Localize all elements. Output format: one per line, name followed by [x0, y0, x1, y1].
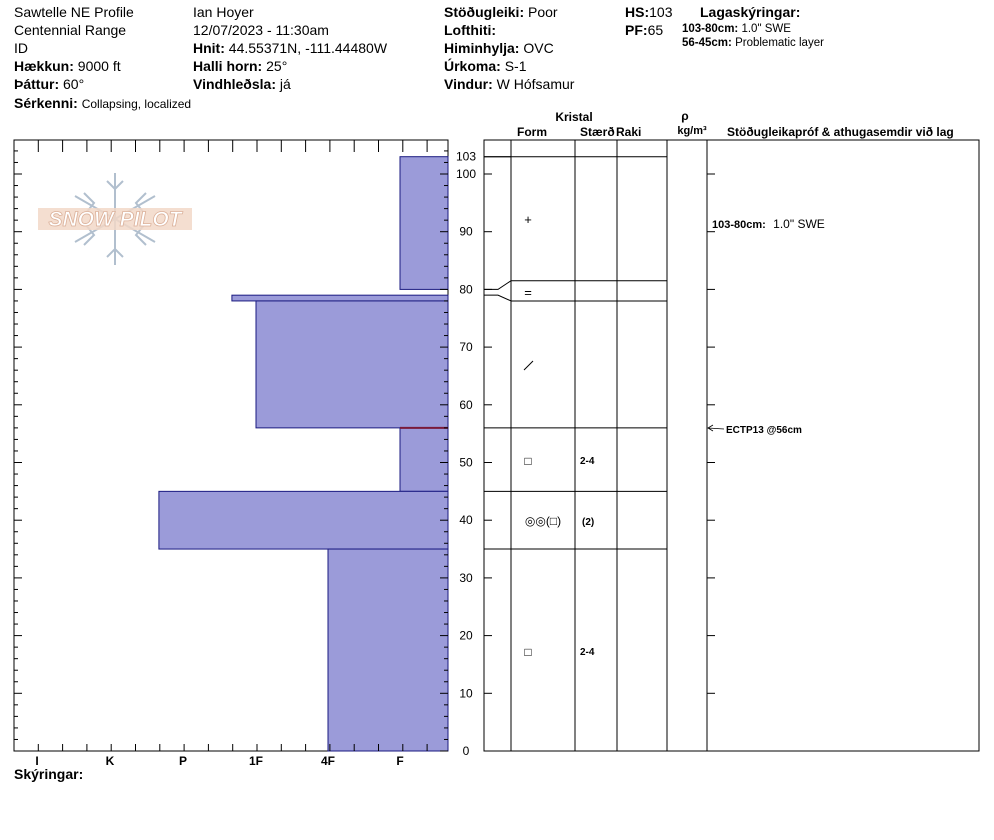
snowpilot-logo-text: SNOW PILOT	[48, 208, 182, 231]
layer-notes-label: Lagaskýringar:	[700, 4, 801, 20]
layer-connector	[484, 281, 511, 290]
wind-label: Vindur:	[444, 76, 493, 92]
observation-datetime: 12/07/2023 - 11:30am	[193, 22, 329, 38]
hardness-bars	[159, 157, 448, 751]
hardness-layer-bar	[400, 428, 448, 491]
slope-label: Halli horn:	[193, 58, 263, 74]
precip-label: Úrkoma:	[444, 58, 501, 74]
height-tick-label: 60	[459, 397, 473, 412]
crystal-header: Kristal	[555, 110, 593, 124]
pf-value: 65	[647, 22, 664, 38]
hardness-layer-bar	[328, 549, 448, 751]
wind-loading-value: já	[279, 76, 291, 92]
observer-name: Ian Hoyer	[193, 4, 254, 20]
profile-name: Sawtelle NE Profile	[14, 4, 134, 20]
height-tick-label: 90	[459, 224, 473, 239]
table-frame	[484, 140, 979, 751]
hardness-layer-bar	[400, 157, 448, 290]
hardness-layer-bar	[256, 301, 448, 428]
layer-note-2-text: Problematic layer	[735, 37, 824, 49]
coords-value: 44.55371N, -111.44480W	[228, 40, 388, 56]
stability-label: Stöðugleiki:	[444, 4, 525, 20]
slope-value: 25°	[266, 58, 288, 74]
hardness-layer-bar	[159, 491, 448, 549]
crystal-form-symbol: +	[524, 212, 532, 227]
hardness-axis-label: 1F	[248, 754, 264, 768]
height-tick-label: 50	[459, 455, 473, 470]
height-tick-label: 20	[459, 628, 473, 643]
hardness-axis-label: P	[178, 754, 188, 768]
layer-connector	[484, 295, 511, 301]
features-value: Collapsing, localized	[81, 97, 192, 111]
aspect-value: 60°	[63, 76, 85, 92]
crystal-form-symbol	[524, 361, 533, 370]
elevation-label: Hækkun:	[14, 58, 74, 74]
density-unit: kg/m³	[677, 125, 707, 137]
layer-comment	[712, 217, 825, 231]
wind-loading-label: Vindhleðsla:	[193, 76, 276, 92]
height-tick-label: 0	[462, 744, 470, 758]
air-temp-label: Lofthiti:	[444, 22, 497, 38]
stability-value: Poor	[528, 4, 558, 20]
layer-comment-range: 103-80cm:	[712, 219, 766, 231]
height-tick-label: 40	[459, 513, 473, 528]
tests-header: Stöðugleikapróf & athugasemdir við lag	[727, 125, 954, 139]
layer-table	[484, 109, 979, 751]
layer-note-1-text: 1.0" SWE	[741, 23, 791, 35]
height-tick-label: 80	[459, 282, 473, 297]
crystal-size: 2-4	[580, 456, 595, 467]
hardness-axis-label: K	[105, 754, 115, 768]
hardness-axis-label: 4F	[320, 754, 336, 768]
moisture-header: Raki	[616, 125, 642, 139]
precip-value: S-1	[504, 58, 527, 74]
notes-label: Skýringar:	[14, 766, 84, 782]
height-tick-label: 30	[459, 570, 473, 585]
sky-value: OVC	[523, 40, 554, 56]
height-tick-label: 70	[459, 340, 473, 355]
pf-label: PF:	[625, 22, 648, 38]
hs-value: 103	[649, 4, 673, 20]
features-label: Sérkenni:	[14, 95, 78, 111]
hs-label: HS:	[625, 4, 650, 20]
snowpilot-logo	[38, 173, 192, 265]
aspect-label: Þáttur:	[14, 76, 60, 92]
range-name: Centennial Range	[14, 22, 127, 38]
form-header: Form	[517, 125, 547, 139]
hardness-axis-label: I	[35, 754, 39, 768]
layer-note-1-range: 103-80cm:	[682, 23, 739, 35]
coords-label: Hnit:	[193, 40, 225, 56]
crystal-form-symbol: □	[524, 645, 532, 659]
state-name: ID	[14, 40, 28, 56]
wind-value: W Hófsamur	[496, 76, 575, 92]
size-header: Stærð	[580, 125, 615, 139]
sky-label: Himinhylja:	[444, 40, 520, 56]
crystal-size: 2-4	[580, 647, 595, 658]
layer-comment-text: 1.0" SWE	[773, 217, 825, 231]
hs-tick-label: 103	[455, 149, 477, 164]
hardness-axis-label: F	[396, 754, 404, 768]
stability-test-marker	[708, 425, 802, 436]
crystal-form-symbol: ◎◎(□)	[524, 514, 562, 528]
stability-test-result: ECTP13 @56cm	[726, 425, 802, 436]
table-depth-ticks	[484, 174, 715, 751]
height-tick-label: 100	[455, 167, 477, 181]
hardness-layer-bar	[232, 295, 448, 301]
density-symbol: ρ	[681, 109, 689, 123]
crystal-form-symbol: □	[524, 454, 532, 468]
elevation-value: 9000 ft	[77, 58, 121, 74]
crystal-size: (2)	[582, 517, 595, 528]
crystal-form-symbol: =	[524, 285, 532, 300]
hardness-axis-labels	[35, 754, 403, 768]
height-tick-label: 10	[459, 686, 473, 701]
layer-note-2-range: 56-45cm:	[682, 37, 732, 49]
